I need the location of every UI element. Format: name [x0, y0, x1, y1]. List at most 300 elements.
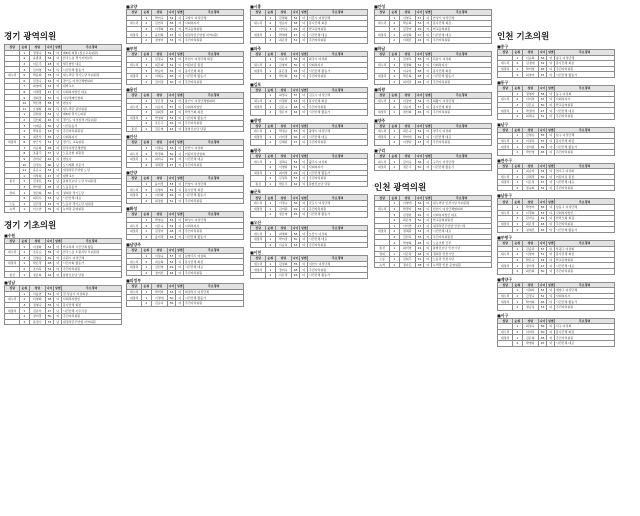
gender-cell: 여	[54, 100, 62, 106]
name-cell: 박영희	[399, 240, 415, 246]
party-cell: 새누리	[498, 252, 513, 258]
gender-cell: 여	[424, 21, 432, 27]
age-cell: 46	[291, 272, 299, 278]
career-cell: 봉사단체 회장	[555, 61, 615, 67]
age-cell: 48	[291, 104, 299, 110]
career-cell: 시민사회 활동가	[184, 115, 244, 121]
career-cell: 주민자치위원	[432, 140, 492, 146]
gender-cell: 여	[54, 201, 62, 207]
party-cell: 새정치	[127, 193, 142, 199]
table-row	[127, 162, 244, 168]
age-cell: 50	[291, 237, 299, 243]
age-cell: 52	[45, 112, 53, 118]
rank-cell: 2	[142, 151, 151, 157]
career-cell: 사회복지법인	[184, 104, 244, 110]
gender-cell: 여	[176, 162, 184, 168]
name-cell: 이선화	[151, 193, 167, 199]
age-cell: 52	[538, 185, 546, 191]
rank-cell: 2	[513, 269, 522, 275]
table-header-cell: 순위	[267, 123, 274, 128]
table-header-cell: 나이	[292, 123, 299, 128]
career-cell: 녹색당 인천 운영위원	[432, 262, 492, 268]
name-cell: 박혜영	[275, 32, 291, 38]
gender-cell: 여	[424, 109, 432, 115]
table-header-cell: 주요경력	[308, 153, 368, 159]
table-row	[5, 272, 122, 278]
table-header-cell: 순위	[514, 163, 521, 168]
table-header-cell: 성명	[399, 123, 415, 129]
age-cell: 50	[538, 102, 546, 108]
district-label: ■시흥	[250, 4, 262, 9]
gender-cell: 여	[54, 313, 62, 319]
table-header-cell: 나이	[539, 199, 546, 204]
age-cell: 54	[45, 196, 53, 202]
age-cell: 56	[45, 250, 53, 256]
name-cell: 김희정	[151, 109, 167, 115]
party-cell	[251, 140, 266, 146]
name-cell: 정은미	[275, 109, 291, 115]
table-header-cell: 주요경력	[184, 176, 244, 182]
name-cell: 이순옥	[275, 242, 291, 248]
age-cell: 47	[538, 180, 546, 186]
age-cell: 56	[538, 205, 546, 211]
rank-cell: 6	[20, 78, 29, 84]
table-header-cell: 나이	[168, 176, 175, 181]
gender-cell: 여	[54, 302, 62, 308]
career-cell: 주민자치위원	[555, 113, 615, 119]
rank-cell: 2	[390, 37, 399, 43]
table-header-cell: 순위	[391, 195, 398, 200]
gyeonggi-metro-table	[4, 44, 122, 213]
age-cell: 47	[538, 263, 546, 269]
career-cell: 시민단체 대표	[432, 229, 492, 235]
gender-cell: 여	[54, 95, 62, 101]
name-cell: 이재준	[29, 123, 45, 129]
career-cell: 어린이집 원장	[184, 62, 244, 68]
career-cell: 봉사단체 회장	[432, 21, 492, 27]
gender-cell: 여	[54, 56, 62, 62]
age-cell: 54	[538, 257, 546, 263]
name-cell: 김영미	[275, 62, 291, 68]
party-cell	[375, 79, 390, 85]
career-cell: 용인시 여성단체협의회	[184, 98, 244, 104]
rank-cell: 1	[513, 263, 522, 269]
party-cell: 새누리	[251, 261, 266, 267]
rank-cell: 1	[142, 253, 151, 259]
name-cell: 이정숙	[151, 253, 167, 259]
age-cell: 53	[538, 97, 546, 103]
age-cell: 56	[291, 201, 299, 207]
age-cell: 54	[538, 169, 546, 175]
table-header-cell: 주요경력	[184, 10, 244, 16]
career-cell: 시민단체 대표	[184, 157, 244, 163]
rank-cell: 3	[390, 234, 399, 240]
rank-cell: 2	[142, 62, 151, 68]
name-cell: 박경자	[399, 206, 415, 212]
gender-cell: 여	[54, 78, 62, 84]
rank-cell: 2	[266, 272, 275, 278]
table-header-cell: 나이	[168, 93, 175, 98]
age-cell: 55	[415, 234, 423, 240]
table-header-cell: 순위	[514, 318, 521, 323]
rank-cell: 1	[390, 262, 399, 268]
incheon-basic-title: 인천 기초의원	[497, 32, 550, 42]
gender-cell: 여	[176, 151, 184, 157]
column-5	[497, 0, 615, 347]
age-cell: 44	[167, 234, 175, 240]
name-cell: 최영애	[29, 84, 45, 90]
age-cell: 53	[167, 289, 175, 295]
career-cell: 학교운영위원	[308, 26, 368, 32]
district-label: ■부천	[126, 45, 138, 51]
party-cell: 통진	[375, 246, 390, 252]
gender-cell: 여	[547, 246, 555, 252]
table-header-cell: 나이	[539, 318, 546, 323]
career-cell: 시민단체 활동가	[308, 68, 368, 74]
name-cell: 김영자	[151, 187, 167, 193]
career-cell: 노동당 인천시당	[432, 257, 492, 263]
name-cell: 김영옥	[399, 57, 415, 63]
rank-cell: 1	[513, 324, 522, 330]
name-cell: 정미경	[29, 313, 45, 319]
career-cell: 주민자치위원	[432, 37, 492, 43]
career-cell: 어린이집 원장	[555, 174, 615, 180]
party-cell	[498, 185, 513, 191]
table-header-cell: 정당	[127, 93, 142, 99]
table-header-cell: 성명	[522, 318, 538, 324]
gender-cell: 여	[300, 159, 308, 165]
rank-cell: 1	[390, 246, 399, 252]
table-header-cell: 정당	[498, 199, 513, 205]
gender-cell: 여	[300, 134, 308, 140]
gender-cell: 남	[54, 134, 62, 140]
gender-cell: 여	[547, 329, 555, 335]
table-header-cell: 주요경력	[555, 163, 615, 169]
gender-cell: 여	[54, 255, 62, 261]
party-cell: 새누리	[251, 62, 266, 68]
district-table	[497, 85, 615, 120]
career-cell: 경기도 여성단체협의회	[62, 78, 122, 84]
table-row	[498, 340, 615, 346]
gender-cell: 여	[300, 212, 308, 218]
table-header-cell: 성명	[275, 51, 291, 57]
gender-cell: 여	[547, 221, 555, 227]
name-cell: 박영순	[151, 217, 167, 223]
rank-cell: 2	[390, 206, 399, 212]
gender-cell: 남	[54, 151, 62, 157]
age-cell: 48	[538, 66, 546, 72]
table-header-cell: 나이	[539, 86, 546, 91]
table-header-cell: 주요경력	[555, 199, 615, 205]
rank-cell: 2	[513, 304, 522, 310]
name-cell: 박영란	[522, 340, 538, 346]
career-cell: 의왕시 여성단체	[432, 98, 492, 104]
gender-cell: 여	[54, 261, 62, 267]
career-cell: 주민자치위원	[308, 176, 368, 182]
district-table	[250, 87, 368, 116]
table-header-cell: 성별	[547, 318, 554, 323]
gender-cell: 여	[300, 73, 308, 79]
name-cell: 정선희	[399, 109, 415, 115]
gyeonggi-basic-title: 경기 기초의원	[4, 220, 57, 231]
rank-cell: 8	[20, 151, 29, 157]
rank-cell: 2	[390, 229, 399, 235]
age-cell: 54	[415, 201, 423, 207]
party-cell: 새정치	[498, 263, 513, 269]
table-header-cell: 나이	[292, 51, 299, 56]
age-cell: 54	[167, 259, 175, 265]
career-cell: 시민단체 활동가	[308, 170, 368, 176]
name-cell: 김정숙	[151, 57, 167, 63]
name-cell: 박영미	[522, 205, 538, 211]
career-cell: 여성경제인협회	[62, 95, 122, 101]
table-header-cell: 나이	[168, 248, 175, 253]
name-cell: 김선희	[29, 117, 45, 123]
rank-cell: 1	[266, 267, 275, 273]
district-table	[250, 51, 368, 80]
career-cell: 통합진보당 당원	[62, 272, 122, 278]
table-header-cell: 나이	[46, 239, 53, 243]
col2-sections	[126, 4, 244, 307]
career-cell: 주민자치위원	[308, 242, 368, 248]
career-cell: 새누리당 경기도당 부위원장	[62, 72, 122, 78]
career-cell: 주민자치위원	[184, 37, 244, 43]
table-header-cell: 정당	[375, 195, 390, 201]
rank-cell: 1	[390, 73, 399, 79]
gender-cell: 여	[300, 140, 308, 146]
table-header-cell: 정당	[498, 50, 513, 56]
gender-cell: 여	[424, 257, 432, 263]
rank-cell: 1	[20, 207, 29, 213]
age-cell: 51	[415, 62, 423, 68]
age-cell: 54	[291, 15, 299, 21]
table-header-cell: 정당	[5, 285, 20, 291]
gender-cell: 여	[300, 37, 308, 43]
age-cell: 55	[167, 217, 175, 223]
rank-cell: 2	[142, 121, 151, 127]
age-cell: 48	[167, 109, 175, 115]
age-cell: 45	[415, 79, 423, 85]
age-cell: 53	[167, 37, 175, 43]
gender-cell: 여	[176, 32, 184, 38]
name-cell: 정은영	[275, 212, 291, 218]
gender-cell: 여	[424, 246, 432, 252]
age-cell: 58	[45, 297, 53, 303]
party-cell	[127, 234, 142, 240]
rank-cell: 2	[266, 212, 275, 218]
career-cell: 시민단체 활동가	[432, 73, 492, 79]
district-table	[126, 9, 244, 44]
name-cell: 김현주	[399, 257, 415, 263]
table-row	[498, 185, 615, 191]
name-cell: 박은주	[275, 181, 291, 187]
age-cell: 47	[45, 308, 53, 314]
table-header-cell: 나이	[46, 286, 53, 291]
gender-cell: 여	[547, 138, 555, 144]
rank-cell: 1	[266, 15, 275, 21]
table-header-cell: 나이	[416, 154, 423, 159]
party-cell	[127, 162, 142, 168]
career-cell: 시민단체 대표	[432, 32, 492, 38]
rank-cell: 5	[20, 134, 29, 140]
name-cell: 이혜경	[29, 89, 45, 95]
career-cell: 어린이집연합회	[184, 151, 244, 157]
name-cell: 윤정수	[29, 319, 45, 325]
age-cell: 48	[538, 335, 546, 341]
rank-cell: 4	[20, 128, 29, 134]
career-cell: 사회복지사	[432, 62, 492, 68]
career-cell: 시민단체 활동가	[184, 193, 244, 199]
party-cell: 새누리	[127, 104, 142, 110]
party-cell: 녹색	[375, 262, 390, 268]
rank-cell: 1	[20, 308, 29, 314]
career-cell: 경기도 여성정책 자문위원	[62, 117, 122, 123]
party-cell: 새누리	[498, 210, 513, 216]
party-cell: 노동	[5, 201, 20, 207]
gender-cell: 여	[176, 121, 184, 127]
age-cell: 52	[45, 168, 53, 174]
district-table	[497, 163, 615, 192]
incheon-metro-title: 인천 광역의원	[374, 182, 427, 193]
rank-cell: 3	[390, 68, 399, 74]
party-cell: 새정치	[127, 264, 142, 270]
table-header-cell: 나이	[168, 212, 175, 217]
rank-cell: 1	[20, 261, 29, 267]
name-cell: 박순희	[399, 21, 415, 27]
career-cell: 학교운영위원	[432, 26, 492, 32]
table-header-cell: 정당	[251, 153, 266, 159]
career-cell: 인천시 여성단체협의회	[432, 206, 492, 212]
gender-cell: 여	[54, 128, 62, 134]
table-header-cell: 정당	[498, 85, 513, 91]
table-header-cell: 성명	[151, 284, 167, 290]
table-header-cell: 성별	[424, 195, 431, 200]
age-cell: 56	[167, 145, 175, 151]
rank-cell: 1	[142, 32, 151, 38]
rank-cell: 2	[390, 79, 399, 85]
party-cell: 새누리	[498, 174, 513, 180]
gender-cell: 여	[547, 210, 555, 216]
age-cell: 45	[167, 121, 175, 127]
career-cell: 시민단체 대표	[555, 108, 615, 114]
table-header-cell: 순위	[514, 127, 521, 132]
gender-cell: 여	[300, 68, 308, 74]
table-header-cell: 주요경력	[555, 241, 615, 247]
table-header-cell: 나이	[539, 50, 546, 55]
name-cell: 이영애	[399, 201, 415, 207]
table-header-cell: 정당	[375, 51, 390, 57]
rank-cell: 2	[142, 259, 151, 265]
career-cell: 사회복지법인 대표	[62, 89, 122, 95]
rank-cell: 11	[20, 106, 29, 112]
party-cell: 새누리	[127, 21, 142, 27]
gender-cell: 여	[54, 145, 62, 151]
table-header-cell: 성명	[522, 127, 538, 133]
name-cell: 이순덕	[275, 57, 291, 63]
table-header-cell: 성명	[151, 176, 167, 182]
table-header-cell: 순위	[391, 154, 398, 159]
table-header-cell: 나이	[168, 284, 175, 289]
party-cell: 새누리	[251, 129, 266, 135]
age-cell: 42	[45, 201, 53, 207]
gender-cell: 여	[547, 174, 555, 180]
rank-cell: 3	[20, 302, 29, 308]
table-header-cell: 정당	[5, 238, 20, 244]
age-cell: 49	[45, 255, 53, 261]
rank-cell: 10	[20, 100, 29, 106]
table-header-cell: 순위	[267, 154, 274, 159]
career-cell: 주민자치위원	[62, 266, 122, 272]
party-cell	[251, 73, 266, 79]
gender-cell: 여	[547, 61, 555, 67]
name-cell: 김선영	[151, 264, 167, 270]
district-label: ■수원	[4, 232, 16, 238]
name-cell: 윤은숙	[29, 168, 45, 174]
table-header-cell: 주요경력	[432, 195, 492, 201]
district-label: ■계양구	[497, 276, 512, 282]
age-cell: 55	[538, 288, 546, 294]
name-cell: 정명희	[399, 62, 415, 68]
district-label: ■용인	[126, 87, 138, 93]
career-cell: 주민자치위원	[308, 37, 368, 43]
age-cell: 41	[415, 257, 423, 263]
table-header-cell: 성별	[424, 51, 431, 56]
table-header-cell: 정당	[498, 241, 513, 247]
age-cell: 45	[538, 72, 546, 78]
district-label: ■하남	[374, 45, 386, 51]
career-cell: 주민자치위원	[555, 149, 615, 155]
age-cell: 53	[291, 98, 299, 104]
name-cell: 이명숙	[151, 145, 167, 151]
table-header-cell: 성별	[547, 127, 554, 132]
age-cell: 45	[538, 340, 546, 346]
gender-cell: 여	[300, 206, 308, 212]
table-header-cell: 성별	[300, 154, 307, 159]
column-2	[126, 2, 244, 307]
rank-cell: 1	[390, 223, 399, 229]
party-cell: 새정치	[5, 261, 20, 267]
gender-cell: 여	[424, 240, 432, 246]
district-table	[497, 127, 615, 156]
table-row	[5, 207, 122, 213]
rank-cell: 2	[266, 176, 275, 182]
name-cell: 박미정	[275, 237, 291, 243]
age-cell: 53	[291, 176, 299, 182]
rank-cell: 2	[266, 242, 275, 248]
career-cell: 노동운동가	[62, 184, 122, 190]
gender-cell: 여	[300, 26, 308, 32]
age-cell: 52	[45, 244, 53, 250]
gender-cell: 여	[54, 291, 62, 297]
rank-cell: 3	[142, 26, 151, 32]
table-header-cell: 성별	[424, 10, 431, 15]
party-cell: 새정치	[498, 221, 513, 227]
gender-cell: 여	[547, 340, 555, 346]
rank-cell: 2	[513, 149, 522, 155]
district-label: ■화성	[126, 206, 138, 212]
age-cell: 44	[45, 156, 53, 162]
gender-cell: 여	[176, 68, 184, 74]
age-cell: 58	[45, 100, 53, 106]
district-label: ■안성	[374, 4, 386, 9]
age-cell: 49	[291, 206, 299, 212]
age-cell: 48	[45, 145, 53, 151]
table-header-cell: 성별	[176, 10, 183, 15]
age-cell: 46	[45, 117, 53, 123]
table-header-cell: 성명	[522, 163, 538, 169]
party-cell	[127, 37, 142, 43]
age-cell: 58	[415, 68, 423, 74]
